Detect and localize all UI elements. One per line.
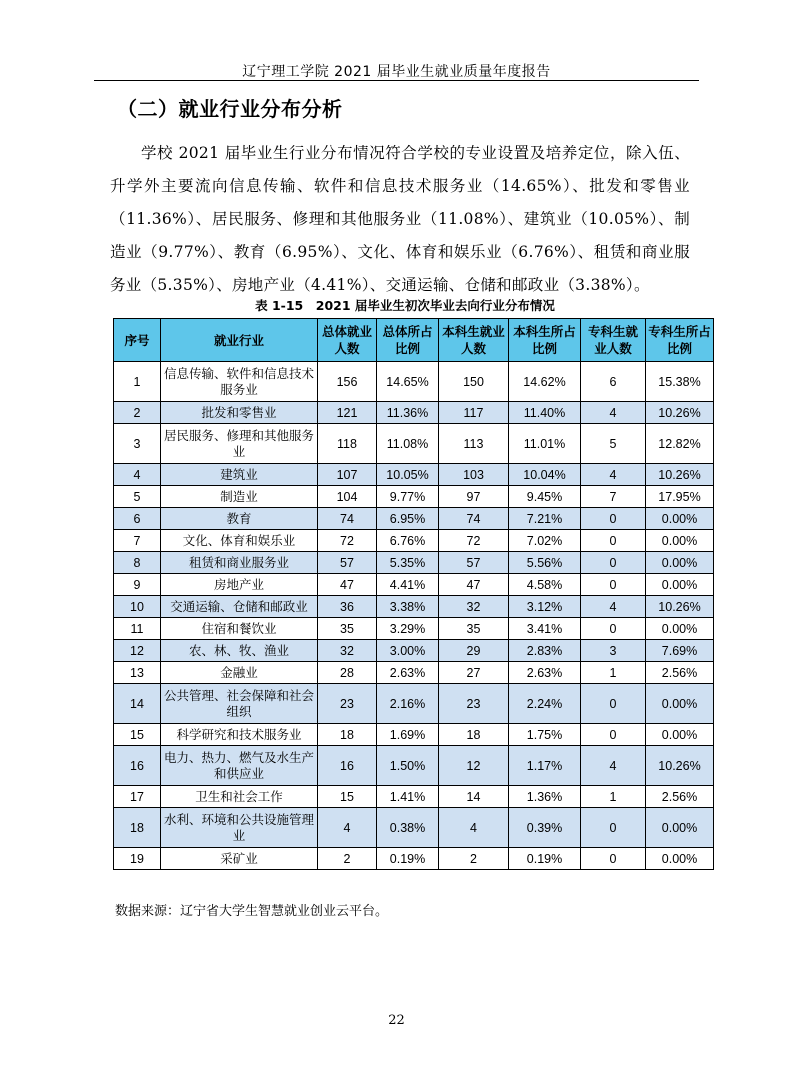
cell-index: 14	[114, 684, 161, 724]
cell-index: 17	[114, 786, 161, 808]
cell-total-ratio: 1.41%	[377, 786, 439, 808]
cell-college-count: 4	[581, 746, 646, 786]
cell-total-ratio: 5.35%	[377, 552, 439, 574]
cell-bachelor-count: 32	[439, 596, 509, 618]
cell-bachelor-count: 97	[439, 486, 509, 508]
cell-college-count: 0	[581, 530, 646, 552]
table-row	[114, 530, 714, 552]
cell-total-ratio: 0.38%	[377, 808, 439, 848]
cell-index: 16	[114, 746, 161, 786]
cell-industry: 电力、热力、燃气及水生产和供应业	[161, 746, 318, 786]
cell-college-count: 0	[581, 808, 646, 848]
cell-college-ratio: 0.00%	[646, 574, 714, 596]
cell-college-ratio: 7.69%	[646, 640, 714, 662]
cell-bachelor-ratio: 2.24%	[509, 684, 581, 724]
cell-college-count: 0	[581, 574, 646, 596]
cell-industry: 房地产业	[161, 574, 318, 596]
cell-bachelor-count: 72	[439, 530, 509, 552]
cell-total-count: 104	[318, 486, 377, 508]
cell-index: 7	[114, 530, 161, 552]
cell-college-ratio: 2.56%	[646, 662, 714, 684]
cell-index: 9	[114, 574, 161, 596]
cell-total-ratio: 1.69%	[377, 724, 439, 746]
cell-bachelor-ratio: 7.21%	[509, 508, 581, 530]
col-header-bachelor-ratio: 本科生所占比例	[509, 319, 581, 362]
cell-bachelor-ratio: 1.17%	[509, 746, 581, 786]
cell-bachelor-ratio: 11.40%	[509, 402, 581, 424]
cell-bachelor-count: 150	[439, 362, 509, 402]
cell-college-ratio: 10.26%	[646, 402, 714, 424]
cell-bachelor-ratio: 2.63%	[509, 662, 581, 684]
cell-bachelor-ratio: 11.01%	[509, 424, 581, 464]
cell-index: 19	[114, 848, 161, 870]
col-header-college-count: 专科生就业人数	[581, 319, 646, 362]
cell-industry: 住宿和餐饮业	[161, 618, 318, 640]
table-row	[114, 848, 714, 870]
table-row	[114, 552, 714, 574]
cell-total-ratio: 2.16%	[377, 684, 439, 724]
table-row	[114, 402, 714, 424]
cell-total-count: 74	[318, 508, 377, 530]
cell-industry: 水利、环境和公共设施管理业	[161, 808, 318, 848]
cell-college-count: 0	[581, 724, 646, 746]
table-row	[114, 508, 714, 530]
cell-bachelor-count: 12	[439, 746, 509, 786]
col-header-total-count: 总体就业人数	[318, 319, 377, 362]
col-header-bachelor-count: 本科生就业人数	[439, 319, 509, 362]
cell-college-ratio: 17.95%	[646, 486, 714, 508]
cell-total-count: 118	[318, 424, 377, 464]
cell-bachelor-ratio: 1.75%	[509, 724, 581, 746]
col-header-total-ratio: 总体所占比例	[377, 319, 439, 362]
cell-total-count: 15	[318, 786, 377, 808]
cell-total-count: 57	[318, 552, 377, 574]
cell-college-count: 0	[581, 848, 646, 870]
cell-total-count: 23	[318, 684, 377, 724]
table-row	[114, 618, 714, 640]
cell-industry: 批发和零售业	[161, 402, 318, 424]
cell-bachelor-ratio: 10.04%	[509, 464, 581, 486]
cell-bachelor-count: 27	[439, 662, 509, 684]
cell-industry: 教育	[161, 508, 318, 530]
cell-college-count: 0	[581, 552, 646, 574]
cell-total-count: 4	[318, 808, 377, 848]
col-header-industry: 就业行业	[161, 319, 318, 362]
cell-bachelor-count: 14	[439, 786, 509, 808]
cell-college-ratio: 0.00%	[646, 552, 714, 574]
table-row	[114, 596, 714, 618]
cell-industry: 文化、体育和娱乐业	[161, 530, 318, 552]
cell-index: 2	[114, 402, 161, 424]
cell-college-count: 0	[581, 508, 646, 530]
cell-bachelor-ratio: 9.45%	[509, 486, 581, 508]
cell-industry: 制造业	[161, 486, 318, 508]
cell-bachelor-count: 29	[439, 640, 509, 662]
cell-bachelor-count: 47	[439, 574, 509, 596]
cell-college-ratio: 0.00%	[646, 724, 714, 746]
cell-college-ratio: 0.00%	[646, 530, 714, 552]
cell-bachelor-ratio: 0.39%	[509, 808, 581, 848]
cell-bachelor-ratio: 3.41%	[509, 618, 581, 640]
table-row	[114, 486, 714, 508]
table-row	[114, 464, 714, 486]
cell-total-ratio: 10.05%	[377, 464, 439, 486]
cell-total-ratio: 11.08%	[377, 424, 439, 464]
cell-index: 12	[114, 640, 161, 662]
cell-college-ratio: 10.26%	[646, 464, 714, 486]
cell-total-ratio: 2.63%	[377, 662, 439, 684]
cell-college-count: 4	[581, 464, 646, 486]
cell-index: 10	[114, 596, 161, 618]
cell-index: 6	[114, 508, 161, 530]
cell-total-ratio: 4.41%	[377, 574, 439, 596]
cell-college-count: 0	[581, 618, 646, 640]
cell-total-ratio: 3.38%	[377, 596, 439, 618]
cell-index: 13	[114, 662, 161, 684]
cell-college-ratio: 0.00%	[646, 808, 714, 848]
table-row	[114, 746, 714, 786]
cell-college-ratio: 2.56%	[646, 786, 714, 808]
cell-industry: 交通运输、仓储和邮政业	[161, 596, 318, 618]
cell-total-count: 16	[318, 746, 377, 786]
cell-college-count: 5	[581, 424, 646, 464]
cell-bachelor-count: 23	[439, 684, 509, 724]
body-paragraph: 学校 2021 届毕业生行业分布情况符合学校的专业设置及培养定位，除入伍、升学外主要流向信息传输、软件和信息技术服务业（14.65%）、批发和零售业（11.36%）、居民服务、修理和其他服务业（11.08%）、建筑业（10.05%）、制造业（9.77%）、教育（6.95%）、文化、体育和娱乐业（6.76%）、租赁和商业服务业（5.35%）、房地产业（4.41%）、交通运输、仓储和邮政业（3.38%）。	[110, 144, 690, 294]
cell-industry: 信息传输、软件和信息技术服务业	[161, 362, 318, 402]
cell-bachelor-ratio: 0.19%	[509, 848, 581, 870]
cell-industry: 科学研究和技术服务业	[161, 724, 318, 746]
cell-bachelor-count: 74	[439, 508, 509, 530]
cell-total-ratio: 11.36%	[377, 402, 439, 424]
report-header: 辽宁理工学院 2021 届毕业生就业质量年度报告	[242, 64, 551, 80]
cell-bachelor-count: 2	[439, 848, 509, 870]
cell-total-ratio: 6.95%	[377, 508, 439, 530]
cell-total-count: 121	[318, 402, 377, 424]
cell-college-ratio: 0.00%	[646, 508, 714, 530]
cell-college-count: 1	[581, 786, 646, 808]
cell-bachelor-ratio: 7.02%	[509, 530, 581, 552]
cell-index: 4	[114, 464, 161, 486]
cell-index: 3	[114, 424, 161, 464]
header-rule	[94, 80, 699, 81]
table-row	[114, 684, 714, 724]
cell-bachelor-ratio: 4.58%	[509, 574, 581, 596]
cell-bachelor-ratio: 1.36%	[509, 786, 581, 808]
cell-bachelor-count: 57	[439, 552, 509, 574]
col-header-college-ratio: 专科生所占比例	[646, 319, 714, 362]
cell-industry: 金融业	[161, 662, 318, 684]
cell-industry: 农、林、牧、渔业	[161, 640, 318, 662]
cell-college-ratio: 10.26%	[646, 596, 714, 618]
cell-total-ratio: 1.50%	[377, 746, 439, 786]
cell-total-ratio: 6.76%	[377, 530, 439, 552]
table-row	[114, 574, 714, 596]
cell-total-ratio: 9.77%	[377, 486, 439, 508]
cell-index: 11	[114, 618, 161, 640]
table-caption: 表 1-15 2021 届毕业生初次毕业去向行业分布情况	[255, 298, 555, 313]
cell-total-count: 72	[318, 530, 377, 552]
cell-industry: 卫生和社会工作	[161, 786, 318, 808]
cell-college-count: 6	[581, 362, 646, 402]
cell-industry: 建筑业	[161, 464, 318, 486]
cell-total-ratio: 0.19%	[377, 848, 439, 870]
cell-bachelor-count: 113	[439, 424, 509, 464]
cell-bachelor-count: 35	[439, 618, 509, 640]
cell-total-ratio: 14.65%	[377, 362, 439, 402]
cell-total-count: 156	[318, 362, 377, 402]
cell-total-count: 2	[318, 848, 377, 870]
cell-index: 8	[114, 552, 161, 574]
cell-index: 18	[114, 808, 161, 848]
cell-college-ratio: 15.38%	[646, 362, 714, 402]
cell-industry: 租赁和商业服务业	[161, 552, 318, 574]
table-row	[114, 724, 714, 746]
cell-total-count: 18	[318, 724, 377, 746]
cell-college-ratio: 12.82%	[646, 424, 714, 464]
cell-total-ratio: 3.00%	[377, 640, 439, 662]
table-header-row	[114, 319, 714, 362]
col-header-index: 序号	[114, 319, 161, 362]
table-row	[114, 786, 714, 808]
cell-college-count: 0	[581, 684, 646, 724]
table-row	[114, 662, 714, 684]
cell-total-ratio: 3.29%	[377, 618, 439, 640]
cell-industry: 公共管理、社会保障和社会组织	[161, 684, 318, 724]
table-row	[114, 808, 714, 848]
data-source-note: 数据来源：辽宁省大学生智慧就业创业云平台。	[115, 904, 389, 919]
cell-total-count: 107	[318, 464, 377, 486]
cell-bachelor-ratio: 14.62%	[509, 362, 581, 402]
cell-index: 1	[114, 362, 161, 402]
cell-college-count: 4	[581, 402, 646, 424]
cell-college-ratio: 0.00%	[646, 848, 714, 870]
page-number: 22	[388, 1013, 405, 1028]
cell-total-count: 47	[318, 574, 377, 596]
table-row	[114, 362, 714, 402]
cell-college-count: 4	[581, 596, 646, 618]
industry-distribution-table	[113, 318, 714, 870]
cell-industry: 采矿业	[161, 848, 318, 870]
table-body	[114, 362, 714, 870]
cell-college-ratio: 10.26%	[646, 746, 714, 786]
cell-index: 5	[114, 486, 161, 508]
cell-bachelor-count: 117	[439, 402, 509, 424]
cell-total-count: 28	[318, 662, 377, 684]
section-title: （二）就业行业分布分析	[117, 97, 343, 121]
cell-college-ratio: 0.00%	[646, 618, 714, 640]
cell-college-ratio: 0.00%	[646, 684, 714, 724]
cell-industry: 居民服务、修理和其他服务业	[161, 424, 318, 464]
cell-total-count: 35	[318, 618, 377, 640]
cell-bachelor-count: 4	[439, 808, 509, 848]
cell-total-count: 36	[318, 596, 377, 618]
cell-bachelor-ratio: 3.12%	[509, 596, 581, 618]
cell-total-count: 32	[318, 640, 377, 662]
cell-college-count: 7	[581, 486, 646, 508]
cell-college-count: 3	[581, 640, 646, 662]
cell-index: 15	[114, 724, 161, 746]
table-row	[114, 424, 714, 464]
table-row	[114, 640, 714, 662]
cell-bachelor-count: 18	[439, 724, 509, 746]
cell-bachelor-ratio: 5.56%	[509, 552, 581, 574]
cell-bachelor-ratio: 2.83%	[509, 640, 581, 662]
cell-bachelor-count: 103	[439, 464, 509, 486]
cell-college-count: 1	[581, 662, 646, 684]
